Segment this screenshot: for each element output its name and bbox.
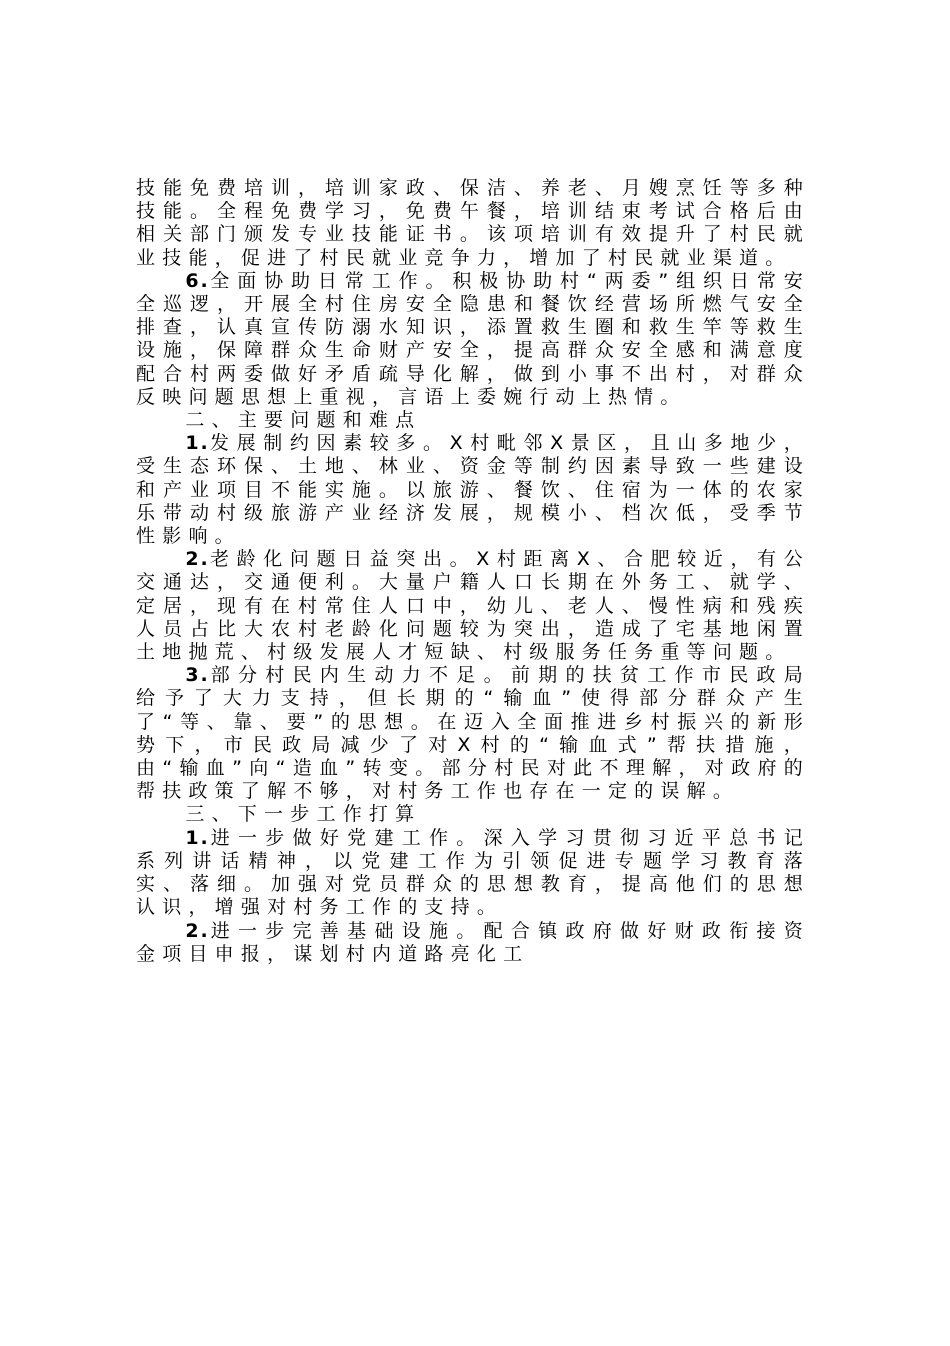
paragraph-problem-1: [136, 432, 810, 548]
paragraph-continuation: 技能免费培训，培训家政、保洁、养老、月嫂烹饪等多种技能。全程免费学习，免费午餐，培训结束考试合格后由相关部门颁发专业技能证书。该项培训有效提升了村民就业技能，促进了村民就业竞争力，增加了村民就业渠道。: [136, 177, 810, 269]
item-text: X村距离X、合肥较近，有公交通达，交通便利。大量户籍人口长期在外务工、就学、定居，现有在村常住人口中，幼儿、老人、慢性病和残疾人员占比大农村老龄化问题较为突出，造成了宅基地闲置土地抛荒、村级发展人才短缺、村级服务任务重等问题。: [136, 548, 810, 664]
item-lead: 进一步做好党建工作。: [209, 826, 484, 849]
item-number: 2.: [185, 919, 210, 942]
section-heading-2: 二、主要问题和难点: [185, 409, 422, 432]
document-page: [136, 177, 810, 966]
item-number: 1.: [185, 826, 210, 849]
item-text: 深入学习贯彻习近平总书记系列讲话精神，以党建工作为引领促进专题学习教育落实、落细。加强对党员群众的思想教育，提高他们的思想认识，增强对村务工作的支持。: [136, 826, 811, 919]
item-number: 2.: [185, 548, 210, 571]
paragraph-problem-2: [136, 548, 810, 664]
item-lead: 进一步完善基础设施。: [209, 919, 484, 942]
paragraph-problem-3: [136, 664, 810, 803]
item-lead: 老龄化问题日益突出。: [209, 548, 477, 571]
item-text: 配合镇政府做好财政衔接资金项目申报，谋划村内道路亮化工: [136, 919, 811, 965]
paragraph-plan-2: [136, 920, 810, 966]
item-text: X村毗邻X景区，且山多地少，受生态环保、土地、林业、资金等制约因素导致一些建设和产业项目不能实施。以旅游、餐饮、住宿为一体的农家乐带动村级旅游产业经济发展，规模小、档次低，受季节性影响。: [136, 432, 810, 548]
item-text: 积极协助村“两委”组织日常安全巡逻，开展全村住房安全隐患和餐饮经营场所燃气安全排查，认真宣传防溺水知识，添置救生圈和救生竿等救生设施，保障群众生命财产安全，提高群众安全感和满意度配合村两委做好矛盾疏导化解，做到小事不出村，对群众反映问题思想上重视，言语上委婉行动上热情。: [136, 269, 810, 408]
item-number: 6.: [185, 269, 210, 292]
paragraph-plan-1: [136, 827, 810, 920]
item-lead: 部分村民内生动力不足。: [209, 664, 511, 687]
paragraph-item-6: [136, 270, 810, 409]
item-lead: 全面协助日常工作。: [209, 269, 453, 292]
item-text: 前期的扶贫工作市民政局给予了大力支持，但长期的“输血”使得部分群众产生了“等、靠、要”的思想。在迈入全面推进乡村振兴的新形势下，市民政局减少了对X村的“输血式”帮扶措施，由“输血”向“造血”转变。部分村民对此不理解，对政府的帮扶政策了解不够，对村务工作也存在一定的误解。: [136, 664, 811, 803]
item-lead: 发展制约因素较多。: [209, 432, 450, 455]
item-number: 3.: [185, 664, 210, 687]
item-number: 1.: [185, 432, 210, 455]
section-heading-3: 三、下一步工作打算: [185, 803, 422, 826]
